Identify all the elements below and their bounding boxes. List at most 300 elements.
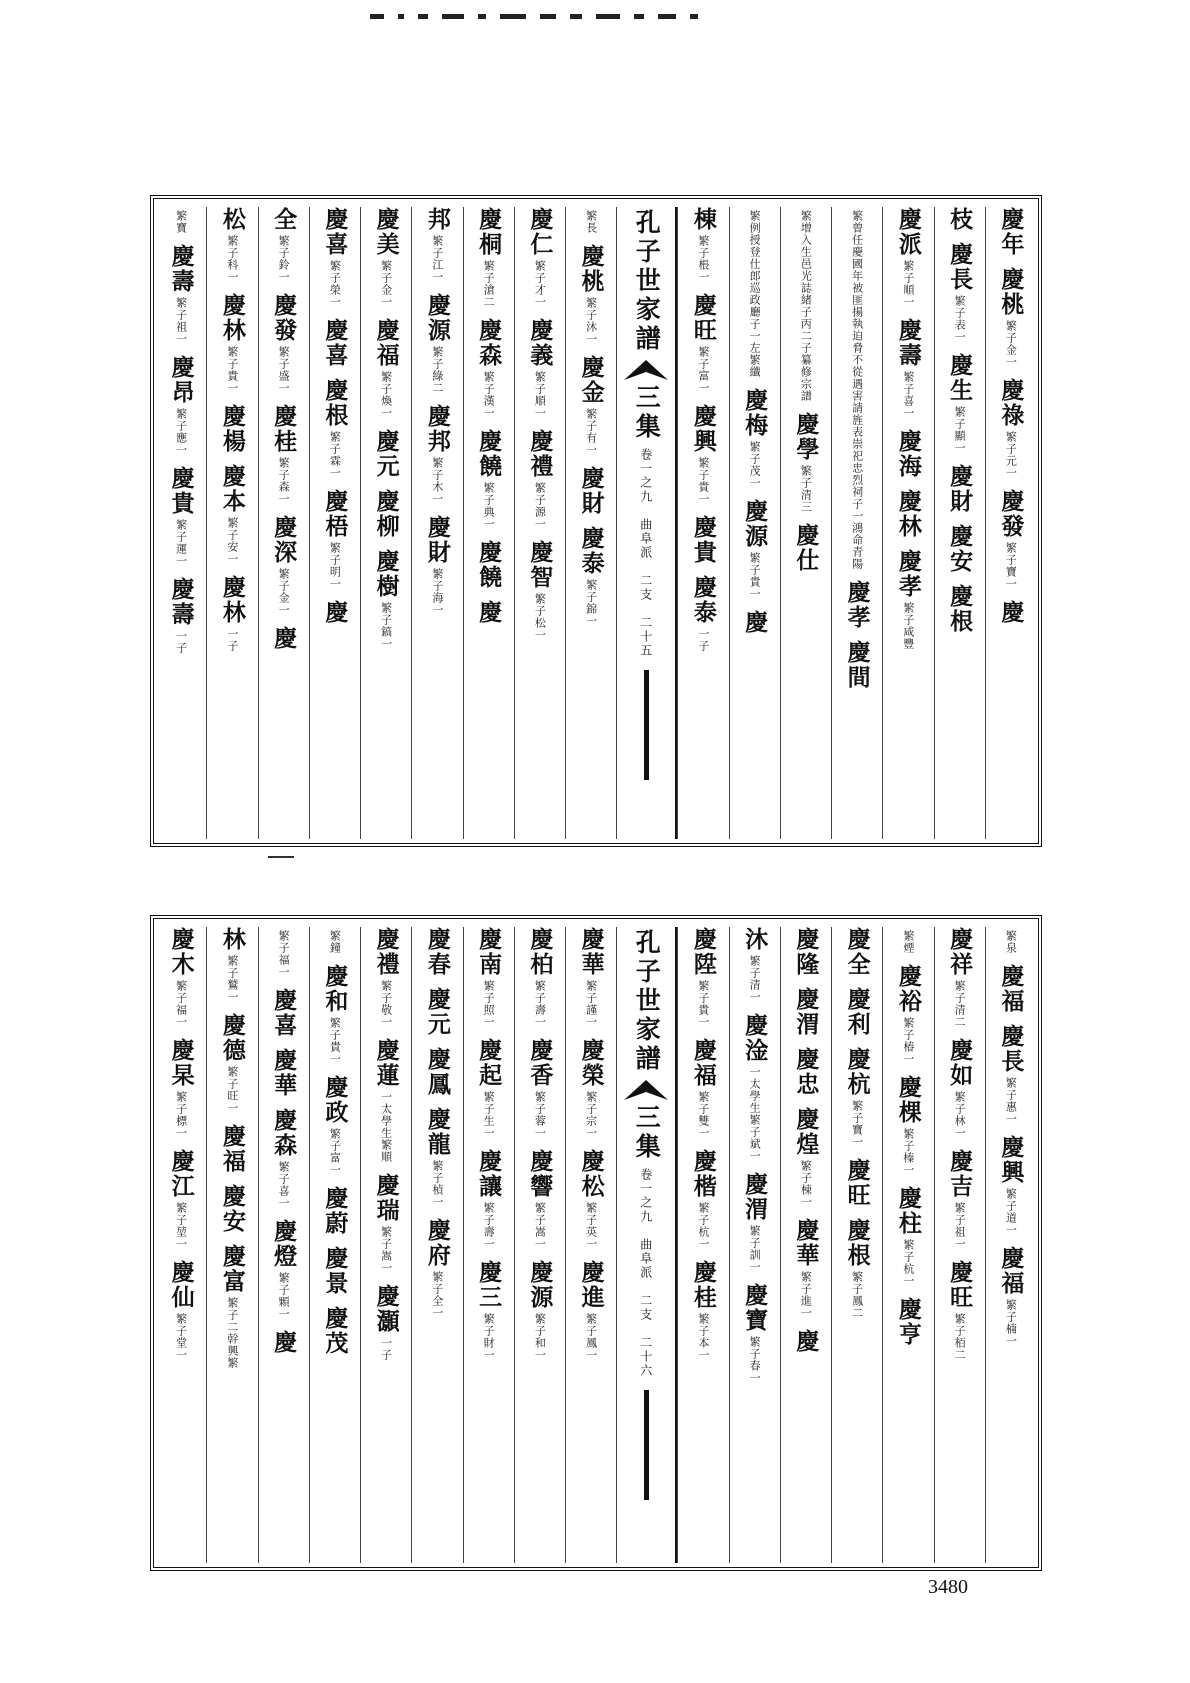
genealogy-entry	[946, 927, 974, 1028]
genealogy-entry	[321, 378, 349, 479]
annotation: 繁鐘	[328, 930, 342, 954]
annotation: 繁子祖一	[953, 1202, 967, 1250]
genealogy-entry	[218, 464, 246, 565]
annotation: 繁子盛一	[277, 346, 291, 394]
person-name: 慶根	[321, 378, 349, 428]
genealogy-entry	[577, 1260, 605, 1361]
person-name: 慶根	[843, 1218, 871, 1268]
genealogy-entry	[689, 1260, 717, 1361]
annotation: 繁子鳳一	[584, 1313, 598, 1361]
person-name: 慶源	[423, 293, 451, 343]
genealogy-entry	[270, 515, 298, 616]
genealogy-entry	[843, 640, 871, 690]
person-name: 慶楊	[218, 404, 246, 454]
person-name: 慶禮	[372, 927, 400, 977]
person-name: 慶木	[167, 927, 195, 977]
genealogy-columns	[156, 207, 1036, 839]
person-name: 慶忠	[792, 1047, 820, 1097]
annotation: 繁子有一	[584, 408, 598, 456]
genealogy-entry	[997, 1246, 1025, 1347]
person-name: 慶旺	[843, 1158, 871, 1208]
person-name: 慶智	[526, 540, 554, 590]
annotation: 繁子霖一	[328, 431, 342, 479]
person-name: 慶森	[270, 1108, 298, 1158]
genealogy-entry	[423, 1107, 451, 1208]
genealogy-entry	[423, 207, 451, 283]
genealogy-entry	[423, 404, 451, 505]
annotation: 繁子福一	[277, 930, 291, 978]
annotation: 繁子宗一	[584, 1091, 598, 1139]
genealogy-column	[206, 927, 257, 1563]
person-name: 慶長	[997, 1024, 1025, 1074]
genealogy-entry	[372, 1173, 400, 1274]
annotation: 繁子堃一	[174, 1202, 188, 1250]
person-name: 慶昂	[167, 355, 195, 405]
annotation: 繁子木一	[430, 457, 444, 505]
genealogy-entry	[526, 429, 554, 530]
genealogy-entry	[577, 466, 605, 516]
genealogy-entry	[167, 1260, 195, 1361]
genealogy-entry	[792, 1218, 820, 1319]
person-name: 慶泰	[689, 575, 717, 625]
annotation: 繁子沐一	[584, 297, 598, 345]
genealogy-entry	[321, 1246, 349, 1296]
annotation: 繁煙	[901, 930, 915, 954]
annotation: 繁子照一	[482, 980, 496, 1028]
genealogy-note-entry	[586, 207, 597, 234]
person-name: 慶林	[218, 575, 246, 625]
genealogy-entry	[167, 1149, 195, 1250]
genealogy-entry	[167, 244, 195, 345]
genealogy-column	[780, 207, 831, 839]
person-name: 慶福	[372, 318, 400, 368]
annotation: 繁子貴一	[748, 552, 762, 600]
genealogy-entry	[689, 515, 717, 565]
person-name: 慶	[741, 610, 769, 635]
person-name: 慶饒	[475, 540, 503, 590]
annotation: 繁子寶一	[850, 1100, 864, 1148]
person-name: 慶鳳	[423, 1047, 451, 1097]
genealogy-entry	[475, 1260, 503, 1361]
genealogy-note-entry	[329, 927, 340, 954]
annotation: 繁子椿一	[901, 1017, 915, 1065]
genealogy-entry	[741, 1013, 769, 1162]
annotation: 繁子才一	[533, 260, 547, 308]
person-name: 慶政	[321, 1075, 349, 1125]
person-name: 慶孝	[843, 580, 871, 630]
person-name: 慶	[321, 600, 349, 625]
genealogy-entry	[475, 927, 503, 1028]
annotation: 繁子楠一	[1004, 1299, 1018, 1347]
genealogy-entry	[894, 489, 922, 539]
annotation: 繁子棟一	[799, 1160, 813, 1208]
annotation: 繁子財一	[482, 1313, 496, 1361]
genealogy-column	[514, 927, 565, 1563]
annotation: 繁子咸豐	[901, 602, 915, 650]
genealogy-entry	[218, 575, 246, 652]
person-name: 慶江	[167, 1149, 195, 1199]
genealogy-entry	[372, 318, 400, 419]
annotation: 繁子鷲一	[225, 955, 239, 1003]
person-name: 慶福	[689, 1038, 717, 1088]
person-name: 慶楷	[689, 1149, 717, 1199]
genealogy-entry	[270, 1048, 298, 1098]
annotation: 繁子金一	[277, 568, 291, 616]
page-number: 3480	[928, 1576, 968, 1598]
genealogy-entry	[526, 318, 554, 419]
person-name: 慶安	[946, 524, 974, 574]
annotation: 一子	[174, 630, 188, 654]
genealogy-entry	[577, 244, 605, 345]
genealogy-column	[831, 207, 882, 839]
genealogy-entry	[372, 429, 400, 479]
genealogy-entry	[843, 927, 871, 977]
annotation: 繁子進一	[799, 1271, 813, 1319]
person-name: 慶吉	[946, 1149, 974, 1199]
person-name: 慶燈	[270, 1219, 298, 1269]
annotation: 繁子貴一	[696, 980, 710, 1028]
annotation: 繁子典一	[482, 482, 496, 530]
person-name: 慶樹	[372, 549, 400, 599]
genealogy-entry	[843, 580, 871, 630]
person-name: 慶桐	[475, 207, 503, 257]
fish-tail-mark-icon	[624, 1078, 668, 1100]
genealogy-column	[934, 207, 985, 839]
annotation: 繁子茂一	[748, 441, 762, 489]
person-name: 慶三	[475, 1260, 503, 1310]
annotation: 繁子清二	[953, 980, 967, 1028]
person-name: 慶福	[997, 1246, 1025, 1296]
annotation: 繁子寶一	[1004, 542, 1018, 590]
person-name: 慶華	[270, 1048, 298, 1098]
annotation: 繁子杭一	[696, 1202, 710, 1250]
person-name: 慶旺	[946, 1260, 974, 1310]
genealogy-column	[258, 207, 309, 839]
person-name: 慶瑞	[372, 1173, 400, 1223]
genealogy-entry	[475, 600, 503, 625]
person-name: 慶饒	[475, 429, 503, 479]
genealogy-entry	[946, 524, 974, 574]
person-name: 慶	[475, 600, 503, 625]
person-name: 慶福	[218, 1124, 246, 1174]
person-name: 慶興	[689, 404, 717, 454]
person-name: 慶富	[218, 1244, 246, 1294]
genealogy-entry	[946, 207, 974, 232]
genealogy-entry	[894, 429, 922, 479]
genealogy-entry	[741, 1172, 769, 1273]
annotation: 繁子煥一	[379, 371, 393, 419]
genealogy-entry	[372, 549, 400, 650]
collection-label: 三集	[632, 384, 662, 442]
genealogy-entry	[843, 1158, 871, 1208]
person-name: 慶間	[843, 640, 871, 690]
person-name: 慶梧	[321, 489, 349, 539]
annotation: 繁子嵩一	[379, 1226, 393, 1274]
annotation: 繁子鳳二	[850, 1271, 864, 1319]
person-name: 慶南	[475, 927, 503, 977]
person-name: 慶財	[423, 515, 451, 565]
person-name: 慶源	[526, 1260, 554, 1310]
genealogy-entry	[792, 927, 820, 977]
annotation: 繁子清三	[799, 465, 813, 513]
genealogy-entry	[997, 964, 1025, 1014]
genealogy-entry	[423, 1218, 451, 1319]
genealogy-entry	[946, 1149, 974, 1250]
annotation: 繁子福一	[174, 980, 188, 1028]
person-name: 慶柱	[894, 1186, 922, 1236]
genealogy-entry	[270, 1330, 298, 1355]
person-name: 慶喜	[270, 988, 298, 1038]
genealogy-note-entry	[176, 207, 187, 234]
person-name: 慶仁	[526, 207, 554, 257]
person-name: 慶林	[894, 489, 922, 539]
person-name: 慶深	[270, 515, 298, 565]
genealogy-page-bottom	[150, 915, 1042, 1571]
genealogy-entry	[894, 1075, 922, 1176]
annotation: 繁子錦一	[584, 579, 598, 627]
person-name: 慶福	[997, 964, 1025, 1014]
person-name: 全	[270, 207, 298, 232]
person-name: 慶裕	[894, 964, 922, 1014]
person-name: 慶金	[577, 355, 605, 405]
person-name: 慶府	[423, 1218, 451, 1268]
annotation: 繁子和一	[533, 1313, 547, 1361]
annotation: 繁子祖一	[174, 297, 188, 345]
annotation: 繁子漢一	[482, 371, 496, 419]
annotation: 一子	[379, 1337, 393, 1361]
genealogy-entry	[526, 207, 554, 308]
genealogy-entry	[741, 610, 769, 635]
person-name: 慶寶	[741, 1283, 769, 1333]
annotation: 繁子顯一	[953, 406, 967, 454]
genealogy-entry	[372, 207, 400, 308]
genealogy-entry	[526, 1149, 554, 1250]
person-name: 慶陞	[689, 927, 717, 977]
person-name: 慶和	[321, 964, 349, 1014]
genealogy-entry	[689, 207, 717, 283]
annotation: 繁子棖一	[696, 235, 710, 283]
person-name: 慶義	[526, 318, 554, 368]
genealogy-entry	[167, 355, 195, 456]
person-name: 慶景	[321, 1246, 349, 1296]
person-name: 慶發	[270, 293, 298, 343]
genealogy-entry	[218, 927, 246, 1003]
annotation: 繁子榮一	[328, 260, 342, 308]
genealogy-entry	[167, 466, 195, 567]
person-name: 慶龍	[423, 1107, 451, 1157]
person-name: 慶柳	[372, 489, 400, 539]
person-name: 慶根	[946, 584, 974, 634]
person-name: 慶松	[577, 1149, 605, 1199]
person-name: 慶蓮	[372, 1038, 400, 1088]
genealogy-entry	[321, 964, 349, 1065]
annotation: 繁子栢二	[953, 1313, 967, 1361]
genealogy-entry	[423, 515, 451, 616]
genealogy-entry	[689, 293, 717, 394]
annotation: 繁子表一	[953, 295, 967, 343]
genealogy-entry	[894, 964, 922, 1065]
annotation: 繁子綠二	[430, 346, 444, 394]
genealogy-column	[463, 207, 514, 839]
annotation: 繁子生一	[482, 1091, 496, 1139]
genealogy-entry	[526, 1260, 554, 1361]
annotation: 繁子貴一	[696, 457, 710, 505]
genealogy-column	[514, 207, 565, 839]
genealogy-entry	[792, 987, 820, 1037]
genealogy-entry	[218, 404, 246, 454]
annotation: 繁泉	[1004, 930, 1018, 954]
genealogy-column	[206, 207, 257, 839]
genealogy-entry	[894, 318, 922, 419]
person-name: 慶利	[843, 987, 871, 1037]
genealogy-entry	[218, 1244, 246, 1369]
person-name: 慶生	[946, 353, 974, 403]
person-name: 慶海	[894, 429, 922, 479]
genealogy-entry	[423, 293, 451, 394]
annotation: 繁子謹一	[584, 980, 598, 1028]
annotation: 繁子敬一	[379, 980, 393, 1028]
person-name: 慶隆	[792, 927, 820, 977]
genealogy-entry	[218, 1184, 246, 1234]
annotation: 繁子顆一	[277, 1272, 291, 1320]
genealogy-entry	[741, 499, 769, 600]
person-name: 慶發	[997, 489, 1025, 539]
annotation: 繁子全一	[430, 1271, 444, 1319]
annotation: 繁子源一	[533, 482, 547, 530]
genealogy-entry	[577, 526, 605, 627]
person-name: 松	[218, 207, 246, 232]
genealogy-entry	[526, 927, 554, 1028]
genealogy-entry	[741, 388, 769, 489]
genealogy-entry	[689, 927, 717, 1028]
person-name: 慶貴	[167, 466, 195, 516]
person-name: 慶棵	[894, 1075, 922, 1125]
annotation: 繁子運一	[174, 519, 188, 567]
genealogy-entry	[423, 927, 451, 977]
annotation: 繁子英一	[584, 1202, 598, 1250]
genealogy-page-top	[150, 195, 1042, 847]
genealogy-column	[934, 927, 985, 1563]
genealogy-entry	[741, 927, 769, 1003]
person-name: 慶華	[577, 927, 605, 977]
volume-info: 卷一之九 曲阜派 二支 二十六	[638, 1168, 653, 1378]
person-name: 慶派	[894, 207, 922, 257]
genealogy-entry	[894, 549, 922, 650]
genealogy-entry	[894, 207, 922, 308]
genealogy-entry	[218, 293, 246, 394]
person-name: 慶桂	[689, 1260, 717, 1310]
person-name: 慶祥	[946, 927, 974, 977]
person-name: 慶禮	[526, 429, 554, 479]
genealogy-column	[360, 927, 411, 1563]
person-name: 慶柏	[526, 927, 554, 977]
genealogy-column	[985, 927, 1036, 1563]
person-name: 慶杭	[843, 1047, 871, 1097]
genealogy-entry	[270, 1219, 298, 1320]
genealogy-entry	[577, 355, 605, 456]
annotation: 繁子森一	[277, 457, 291, 505]
genealogy-entry	[792, 1107, 820, 1208]
annotation: 繁子貴一	[328, 1017, 342, 1065]
genealogy-entry	[218, 207, 246, 283]
annotation: 繁子松一	[533, 593, 547, 641]
person-name: 慶仙	[167, 1260, 195, 1310]
person-name: 慶桂	[270, 404, 298, 454]
person-name: 慶旺	[689, 293, 717, 343]
genealogy-entry	[423, 1047, 451, 1097]
annotation: 繁子標一	[174, 1091, 188, 1139]
person-name: 慶安	[218, 1184, 246, 1234]
genealogy-entry	[577, 1038, 605, 1139]
genealogy-column	[882, 207, 933, 839]
person-name: 慶年	[997, 207, 1025, 257]
person-name: 慶德	[218, 1013, 246, 1063]
genealogy-entry	[689, 1149, 717, 1250]
person-name: 慶仕	[792, 523, 820, 573]
annotation: 繁子江一	[430, 235, 444, 283]
annotation: 繁子富一	[328, 1128, 342, 1176]
annotation: 繁子堂一	[174, 1313, 188, 1361]
genealogy-entry	[946, 464, 974, 514]
person-name: 慶煌	[792, 1107, 820, 1157]
person-name: 慶元	[423, 987, 451, 1037]
person-name: 慶梅	[741, 388, 769, 438]
person-name: 慶美	[372, 207, 400, 257]
genealogy-note-entry	[749, 207, 760, 378]
genealogy-note-entry	[903, 927, 914, 954]
genealogy-entry	[946, 1260, 974, 1361]
annotation: 繁子科一	[225, 235, 239, 283]
annotation: 繁子林一	[953, 1091, 967, 1139]
annotation: 繁子道一	[1004, 1188, 1018, 1236]
annotation: 繁子海一	[430, 568, 444, 616]
genealogy-entry	[946, 353, 974, 454]
center-rule	[644, 1390, 649, 1500]
genealogy-entry	[475, 1038, 503, 1139]
genealogy-column	[463, 927, 514, 1563]
person-name: 慶淦	[741, 1013, 769, 1063]
person-name: 慶如	[946, 1038, 974, 1088]
genealogy-entry	[475, 207, 503, 308]
genealogy-entry	[167, 1038, 195, 1139]
annotation: 繁子榛一	[901, 1128, 915, 1176]
annotation: 繁子鎬一	[379, 602, 393, 650]
genealogy-entry	[997, 1024, 1025, 1125]
genealogy-column	[411, 207, 462, 839]
genealogy-entry	[321, 207, 349, 308]
annotation: 繁子安一	[225, 517, 239, 565]
person-name: 慶喜	[321, 207, 349, 257]
genealogy-entry	[321, 318, 349, 368]
annotation: 繁子喜一	[277, 1161, 291, 1209]
person-name: 枝	[946, 207, 974, 232]
person-name: 慶	[270, 1330, 298, 1355]
genealogy-column	[258, 927, 309, 1563]
genealogy-column	[309, 927, 360, 1563]
annotation: 繁寶	[174, 210, 188, 234]
genealogy-entry	[843, 1047, 871, 1148]
genealogy-column	[985, 207, 1036, 839]
annotation: 繁子訓一	[748, 1225, 762, 1273]
annotation: 繁子本一	[696, 1313, 710, 1361]
person-name: 慶森	[475, 318, 503, 368]
annotation: 繁子二幹興繁	[225, 1297, 239, 1369]
genealogy-entry	[270, 207, 298, 283]
genealogy-entry	[321, 1075, 349, 1176]
annotation: 繁子楨一	[430, 1160, 444, 1208]
genealogy-column	[309, 207, 360, 839]
center-rule	[644, 670, 649, 780]
